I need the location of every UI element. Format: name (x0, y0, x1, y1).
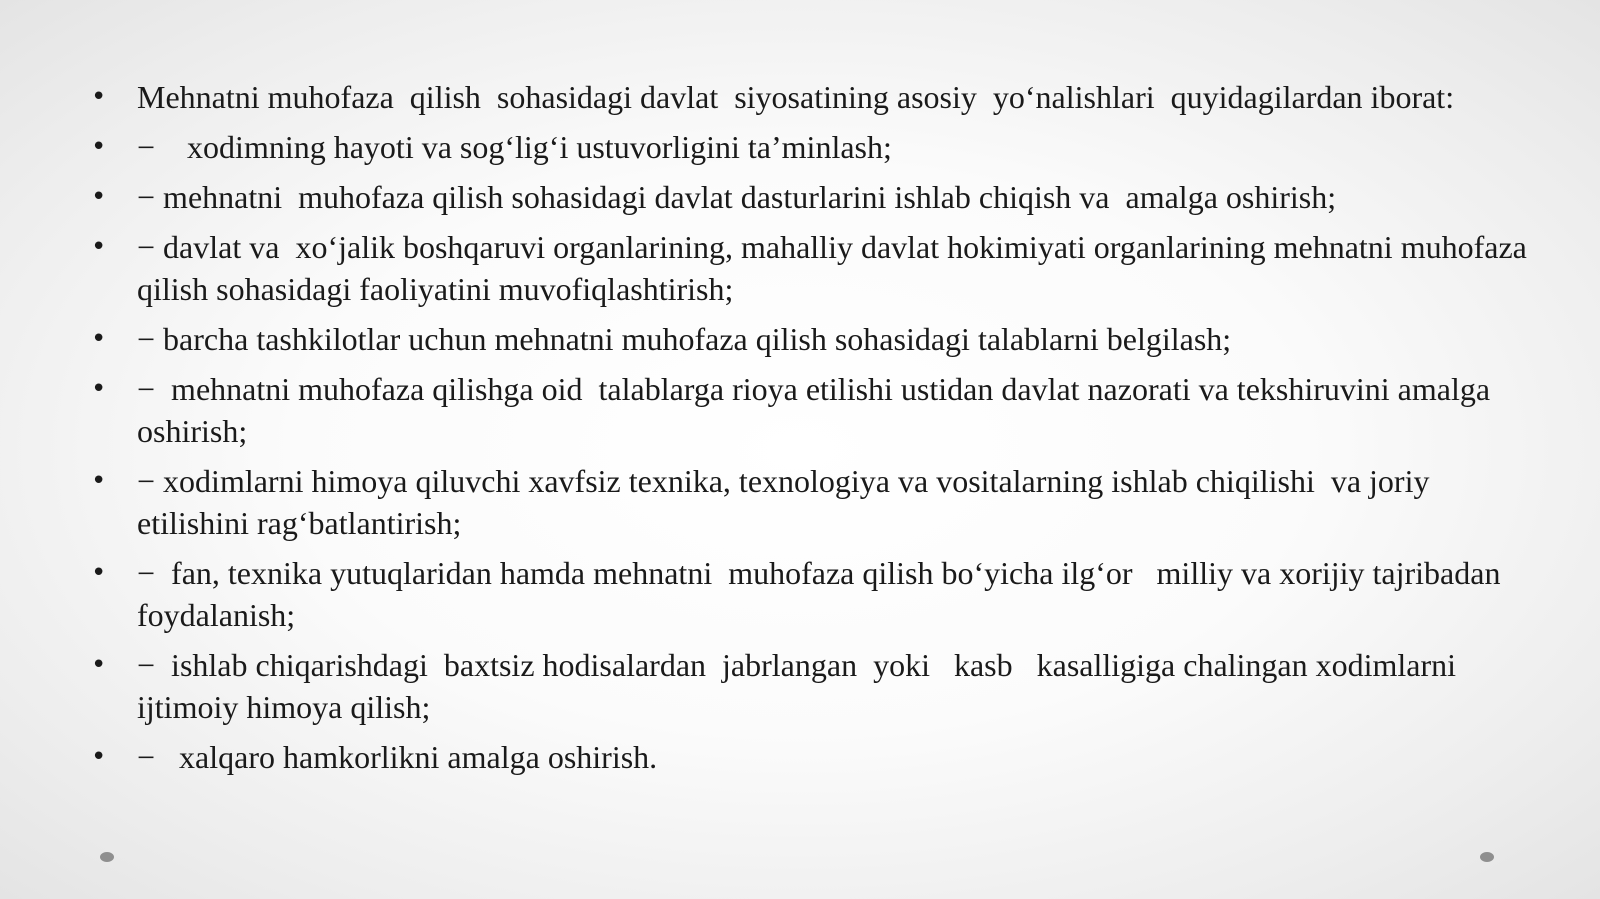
list-item (88, 736, 1528, 778)
list-item (88, 368, 1528, 452)
bullet-icon: • (91, 374, 107, 404)
corner-dot-right-icon (1480, 852, 1494, 862)
list-item-text: − mehnatni muhofaza qilishga oid talablarga rioya etilishi ustidan davlat nazorati va tekshiruvini amalga oshirish; (137, 371, 1499, 449)
list-item-text: Mehnatni muhofaza qilish sohasidagi davlat siyosatining asosiy yo‘nalishlari quyidagilardan iborat: (137, 79, 1455, 115)
list-item-text: − ishlab chiqarishdagi baxtsiz hodisalardan jabrlangan yoki kasb kasalligiga chalingan xodimlarni ijtimoiy himoya qilish; (137, 647, 1465, 725)
list-item-text: − xodimlarni himoya qiluvchi xavfsiz texnika, texnologiya va vositalarning ishlab chiqilishi va joriy etilishini rag‘batlantirish; (137, 463, 1446, 541)
list-item-text: − fan, texnika yutuqlaridan hamda mehnatni muhofaza qilish bo‘yicha ilg‘or milliy va xorijiy tajribadan foydalanish; (137, 555, 1509, 633)
list-item-text: − barcha tashkilotlar uchun mehnatni muhofaza qilish sohasidagi talablarni belgilash; (137, 321, 1232, 357)
bullet-icon: • (91, 132, 107, 162)
list-item (88, 126, 1528, 168)
list-item-text: − xalqaro hamkorlikni amalga oshirish. (137, 739, 658, 775)
bullet-icon: • (91, 558, 107, 588)
list-item (88, 552, 1528, 636)
bullet-icon: • (91, 182, 107, 212)
bullet-list (88, 76, 1535, 778)
list-item-text: − davlat va xo‘jalik boshqaruvi organlarining, mahalliy davlat hokimiyati organlarining mehnatni muhofaza qilish sohasidagi faoliyatini muvofiqlashtirish; (137, 229, 1535, 307)
list-item (88, 644, 1528, 728)
list-item-text: − xodimning hayoti va sog‘lig‘i ustuvorligini ta’minlash; (137, 129, 892, 165)
bullet-icon: • (91, 324, 107, 354)
list-item (88, 76, 1528, 118)
bullet-icon: • (91, 466, 107, 496)
list-item (88, 460, 1528, 544)
bullet-icon: • (91, 650, 107, 680)
bullet-icon: • (91, 742, 107, 772)
list-item (88, 226, 1535, 310)
list-item (88, 176, 1528, 218)
list-item (88, 318, 1528, 360)
list-item-text: − mehnatni muhofaza qilish sohasidagi davlat dasturlarini ishlab chiqish va amalga oshirish; (137, 179, 1337, 215)
slide-content (88, 76, 1535, 786)
bullet-icon: • (91, 82, 107, 112)
corner-dot-left-icon (100, 852, 114, 862)
bullet-icon: • (91, 232, 107, 262)
